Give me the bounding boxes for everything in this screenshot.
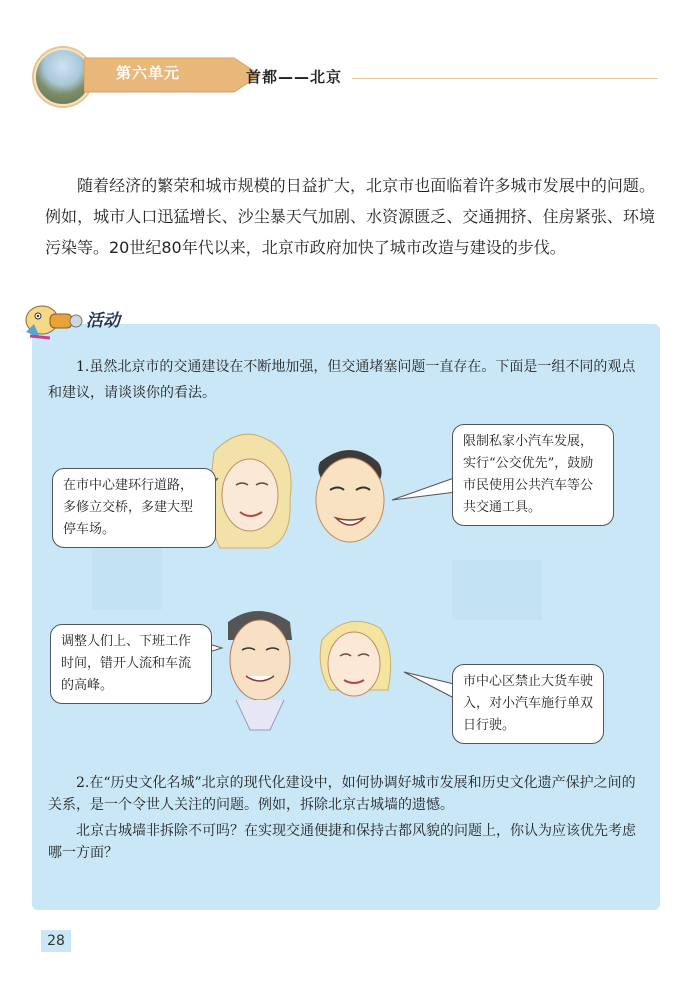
face-man-bottom <box>228 611 292 730</box>
face-man-top <box>316 450 384 542</box>
question-2: 2.在“历史文化名城”北京的现代化建设中，如何协调好城市发展和历史文化遗产保护之间的关系，是一个令世人关注的问题。例如，拆除北京古城墙的遗憾。 <box>48 775 636 813</box>
chapter-title: 首都——北京 <box>246 68 343 86</box>
speech-bubble-stagger-hours: 调整人们上、下班工作时间，错开人流和车流的高峰。 <box>50 624 212 704</box>
face-woman-top <box>209 434 291 548</box>
activity-label: 活动 <box>86 311 120 331</box>
intro-paragraph: 随着经济的繁荣和城市规模的日益扩大，北京市也面临着许多城市发展中的问题。例如，城市人口迅猛增长、沙尘暴天气加剧、水资源匮乏、交通拥挤、住房紧张、环境污染等。20世纪80年代以来，北京市政府加快了城市改造与建设的步伐。 <box>45 176 655 257</box>
question-2-followup: 北京古城墙非拆除不可吗？在实现交通便捷和保持古都风貌的问题上，你认为应该优先考虑哪一方面？ <box>48 823 636 861</box>
speech-bubble-truck-ban: 市中心区禁止大货车驶入，对小汽车施行单双日行驶。 <box>452 664 604 744</box>
face-woman-bottom <box>320 621 390 696</box>
question-1: 1.虽然北京市的交通建设在不断地加强，但交通堵塞问题一直存在。下面是一组不同的观点和建议，请谈谈你的看法。 <box>48 359 636 401</box>
speech-bubble-ring-roads: 在市中心建环行道路，多修立交桥，多建大型停车场。 <box>52 468 216 548</box>
page-number: 28 <box>41 930 71 952</box>
speech-bubble-public-transit: 限制私家小汽车发展，实行“公交优先”，鼓励市民使用公共汽车等公共交通工具。 <box>452 424 614 526</box>
unit-label: 第六单元 <box>116 64 181 82</box>
